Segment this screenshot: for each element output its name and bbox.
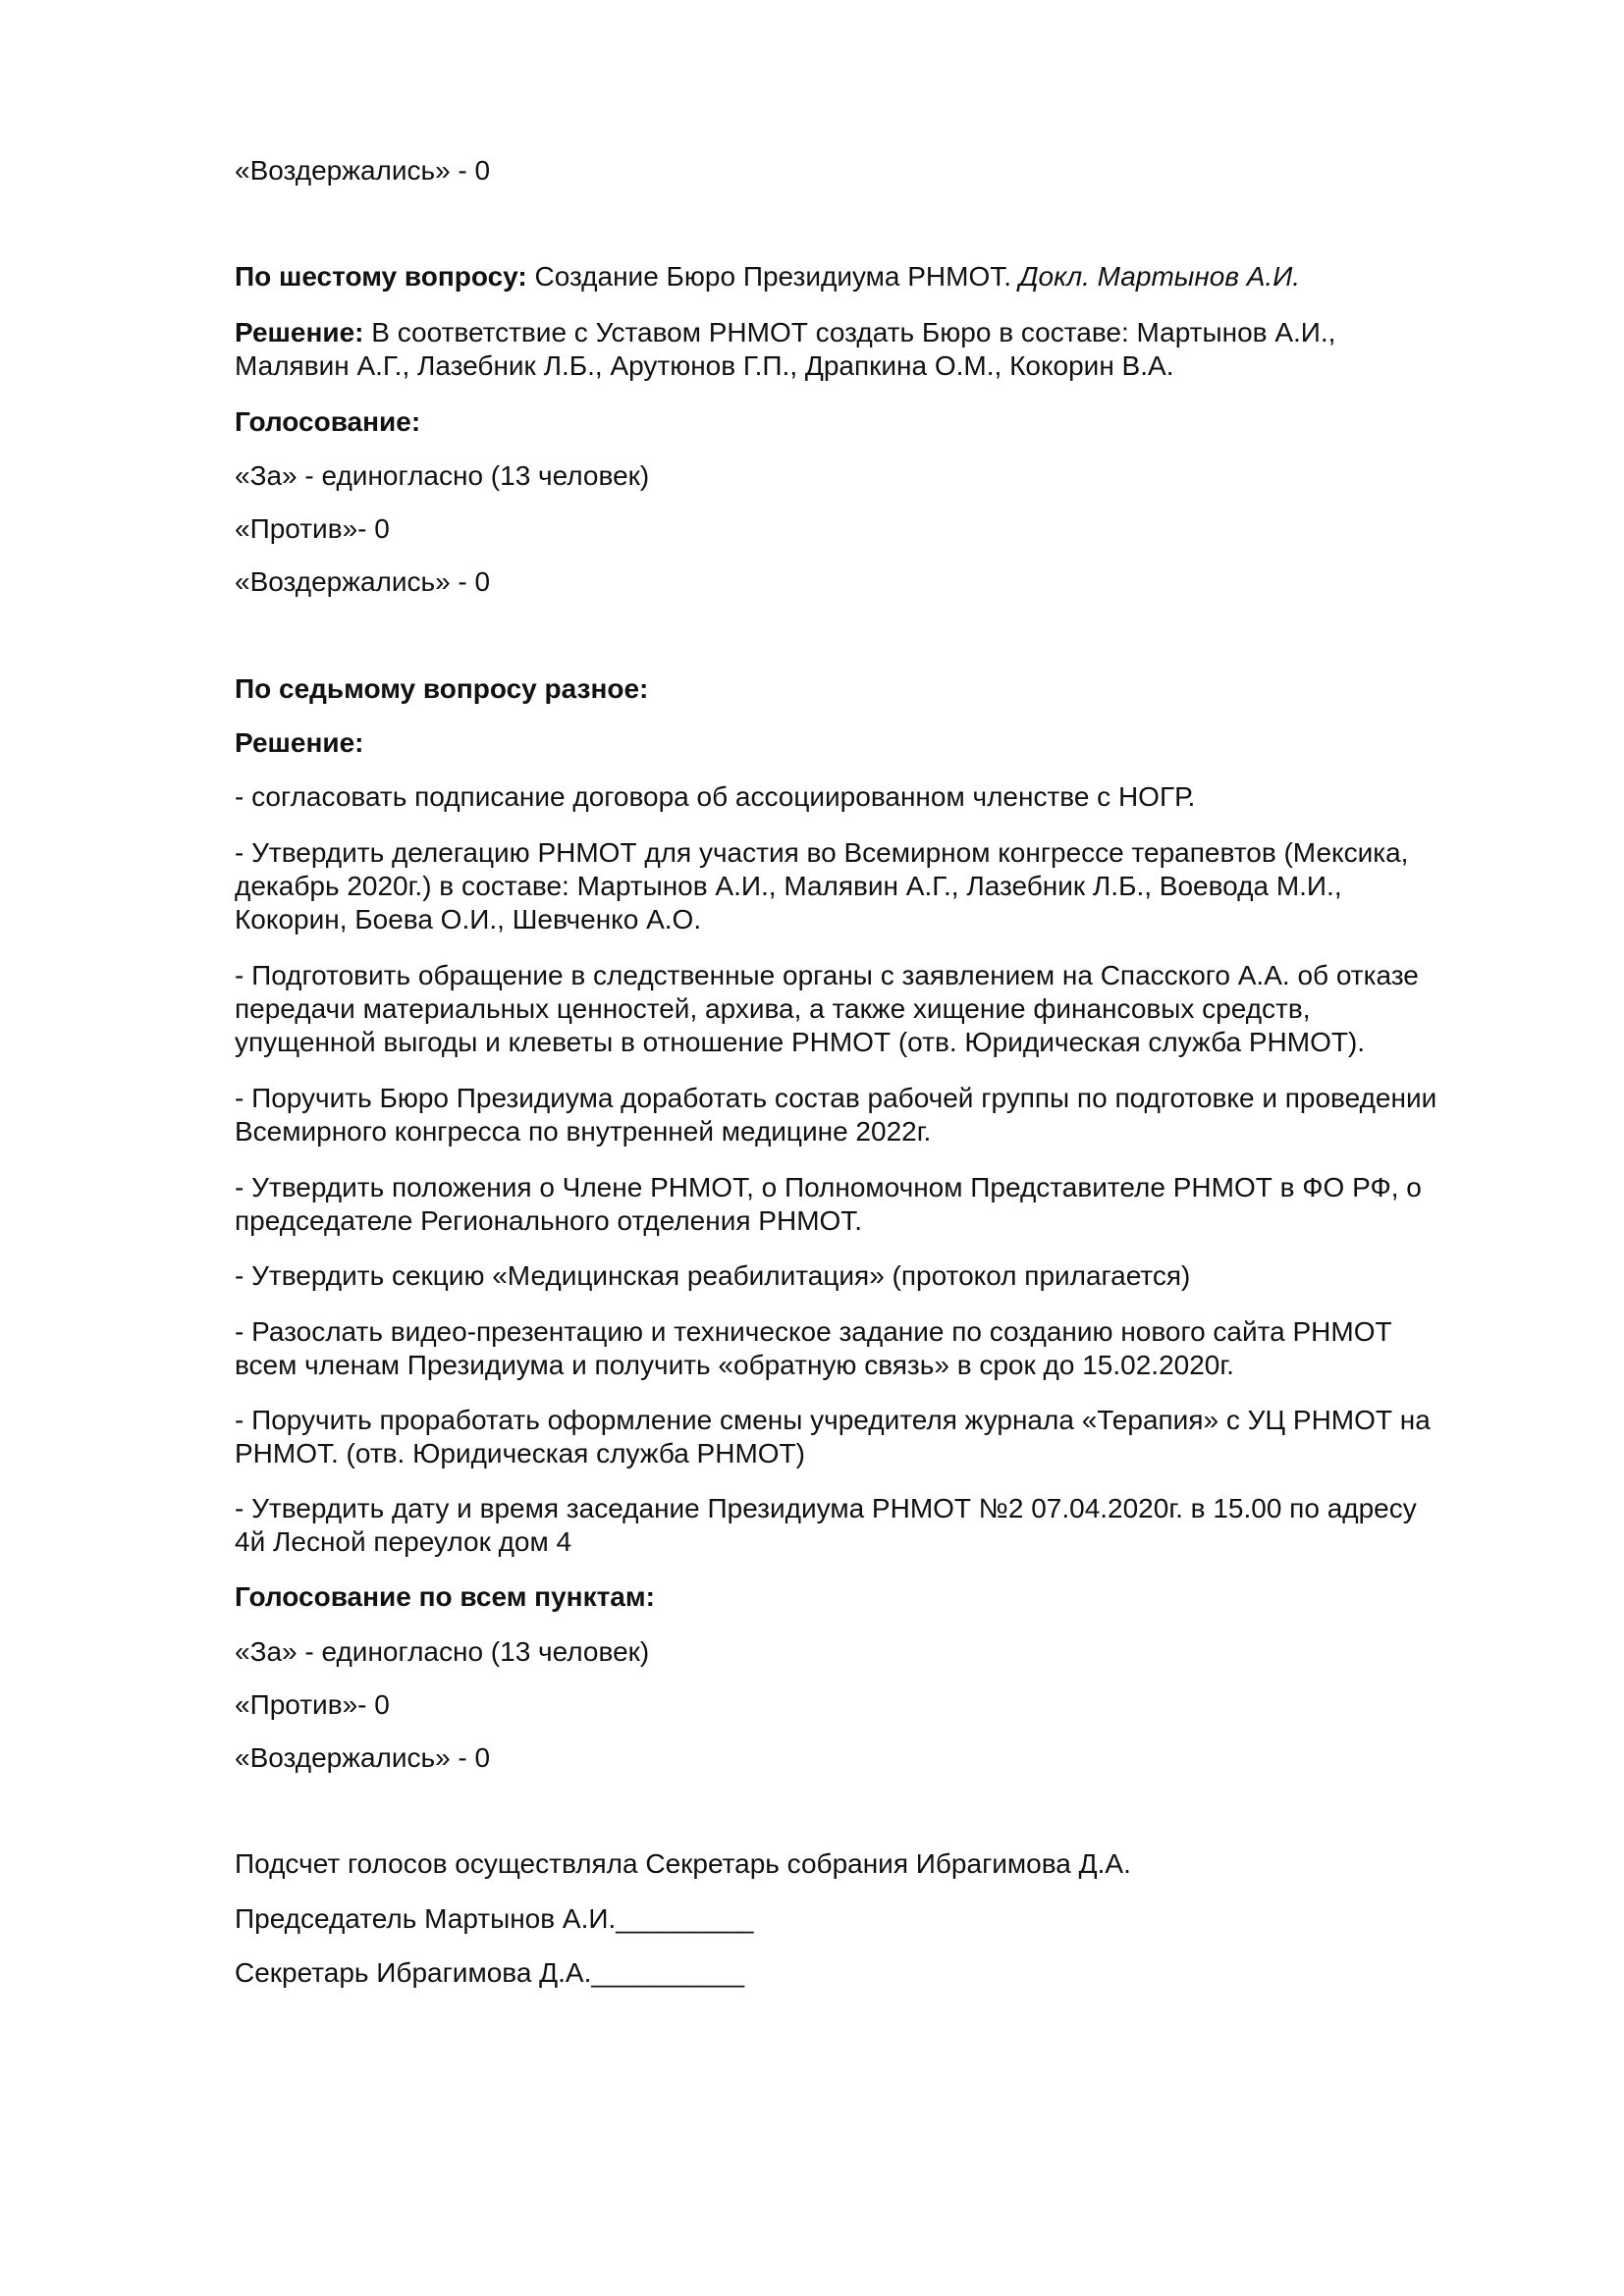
q7-vote-for: «За» - единогласно (13 человек) xyxy=(235,1636,650,1667)
q7-vote-against: «Против»- 0 xyxy=(235,1689,390,1720)
list-item-line: РНМОТ. (отв. Юридическая служба РНМОТ) xyxy=(235,1438,805,1468)
list-item-line: - Поручить проработать оформление смены учредителя журнала «Терапия» с УЦ РНМОТ на xyxy=(235,1405,1431,1435)
q6-heading-label: По шестому вопросу: xyxy=(235,261,527,292)
list-item-line: Всемирного конгресса по внутренней медицине 2022г. xyxy=(235,1116,932,1147)
q6-decision-line1: В соответствие с Уставом РНМОТ создать Бюро в составе: Мартынов А.И., xyxy=(363,317,1336,347)
abstained-line: «Воздержались» - 0 xyxy=(235,155,491,186)
q6-vote-for: «За» - единогласно (13 человек) xyxy=(235,460,650,491)
list-item-line: упущенной выгоды и клеветы в отношение РНМОТ (отв. Юридическая служба РНМОТ). xyxy=(235,1027,1366,1057)
q6-heading-text: Создание Бюро Президиума РНМОТ. xyxy=(526,261,1019,292)
q7-vote-abstained: «Воздержались» - 0 xyxy=(235,1742,491,1773)
chairman-signature-line: Председатель Мартынов А.И._________ xyxy=(235,1903,754,1934)
list-item-line: председателе Регионального отделения РНМОТ. xyxy=(235,1205,863,1236)
vote-count-note: Подсчет голосов осуществляла Секретарь собрания Ибрагимова Д.А. xyxy=(235,1848,1131,1879)
q7-heading: По седьмому вопросу разное: xyxy=(235,673,649,704)
list-item-line: - Подготовить обращение в следственные органы с заявлением на Спасского А.А. об отказе xyxy=(235,960,1419,990)
q6-vote-against: «Против»- 0 xyxy=(235,513,390,544)
list-item-line: передачи материальных ценностей, архива, а также хищение финансовых средств, xyxy=(235,993,1311,1024)
q6-voting-title: Голосование: xyxy=(235,406,421,437)
list-item-line: - Поручить Бюро Президиума доработать состав рабочей группы по подготовке и проведении xyxy=(235,1083,1437,1113)
list-item-line: - согласовать подписание договора об ассоциированном членстве с НОГР. xyxy=(235,781,1196,812)
q6-decision xyxy=(235,316,1335,349)
list-item-line: - Утвердить дату и время заседание Президиума РНМОТ №2 07.04.2020г. в 15.00 по адресу xyxy=(235,1493,1417,1523)
list-item-line: декабрь 2020г.) в составе: Мартынов А.И., Малявин А.Г., Лазебник Л.Б., Воевода М.И., xyxy=(235,871,1342,901)
list-item-line: 4й Лесной переулок дом 4 xyxy=(235,1526,572,1557)
list-item-line: - Утвердить положения о Члене РНМОТ, о Полномочном Представителе РНМОТ в ФО РФ, о xyxy=(235,1172,1422,1202)
list-item-line: Кокорин, Боева О.И., Шевченко А.О. xyxy=(235,904,702,934)
secretary-signature-line: Секретарь Ибрагимова Д.А.__________ xyxy=(235,1957,745,1988)
q7-decision-label: Решение: xyxy=(235,727,364,758)
list-item-line: - Разослать видео-презентацию и техническое задание по созданию нового сайта РНМОТ xyxy=(235,1316,1392,1347)
q6-heading xyxy=(235,260,1300,294)
list-item-line: - Утвердить делегацию РНМОТ для участия во Всемирном конгрессе терапевтов (Мексика, xyxy=(235,837,1409,868)
q6-heading-speaker: Докл. Мартынов А.И. xyxy=(1018,261,1301,292)
list-item-line: всем членам Президиума и получить «обратную связь» в срок до 15.02.2020г. xyxy=(235,1350,1234,1380)
q6-decision-continuation: Малявин А.Г., Лазебник Л.Б., Арутюнов Г.П., Драпкина О.М., Кокорин В.А. xyxy=(235,350,1174,381)
list-item-line: - Утвердить секцию «Медицинская реабилитация» (протокол прилагается) xyxy=(235,1260,1191,1291)
q6-vote-abstained: «Воздержались» - 0 xyxy=(235,566,491,597)
q6-decision-label: Решение: xyxy=(235,317,364,347)
q7-voting-title: Голосование по всем пунктам: xyxy=(235,1581,655,1612)
